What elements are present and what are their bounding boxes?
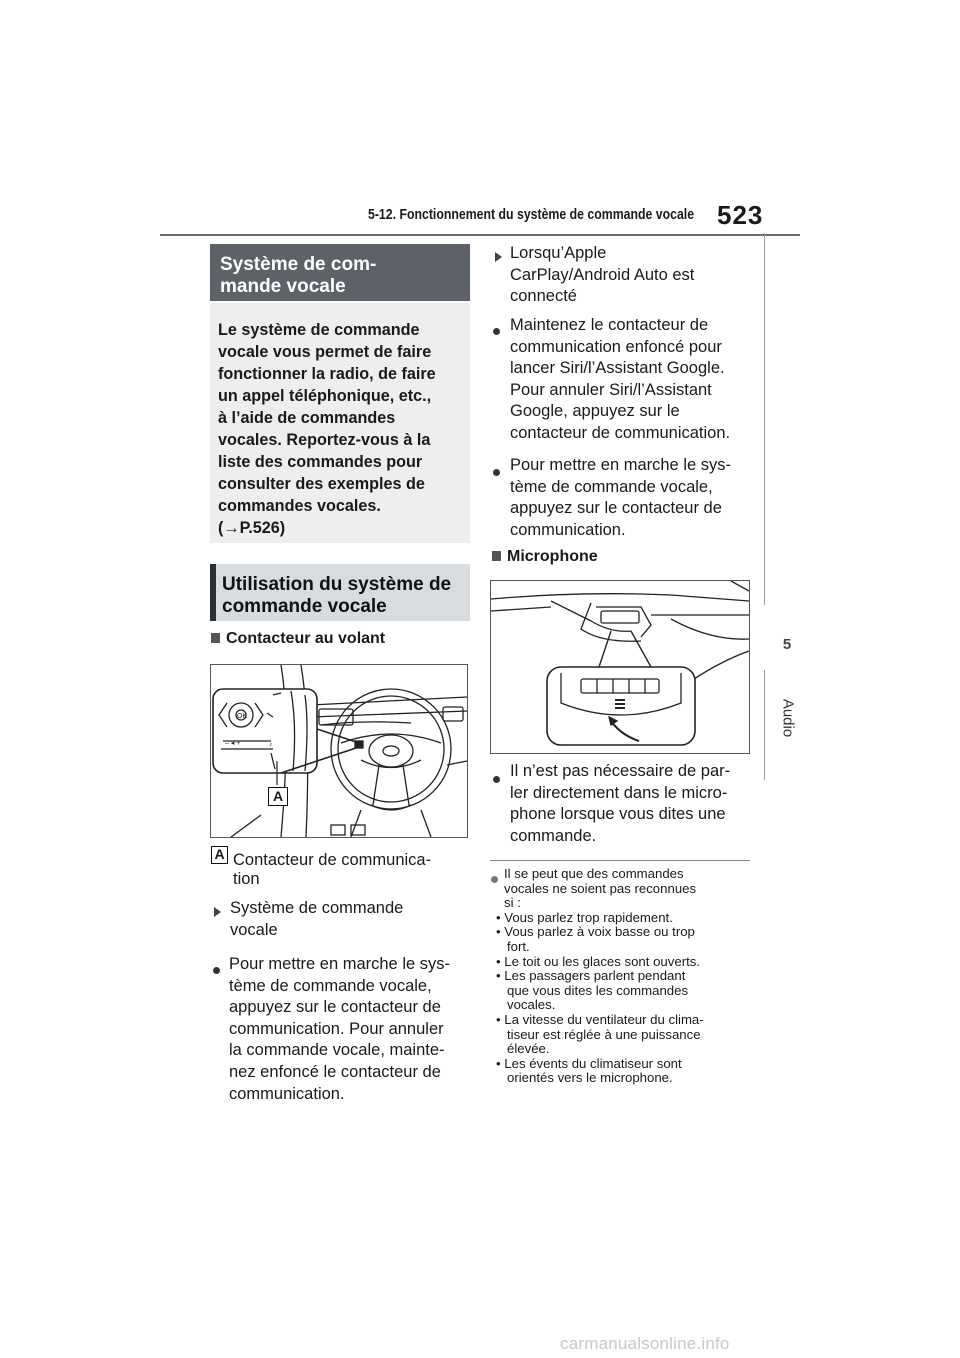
section-heading-line: mande vocale — [220, 276, 346, 297]
arrow-item-carplay — [510, 243, 694, 308]
section-heading-line: commande vocale — [222, 596, 387, 617]
microphone-illustration — [490, 580, 750, 754]
bullet-start-voice-carplay — [510, 455, 731, 541]
bullet-microphone-note — [510, 761, 730, 847]
legend-line: tion — [233, 870, 260, 888]
intro-line: vocales. Reportez-vous à la — [218, 431, 431, 449]
arrow-item-line: connecté — [510, 287, 577, 306]
note-item-text: Vous parlez trop rapidement. — [504, 909, 673, 925]
note-block — [496, 866, 756, 1086]
note-item-bullet-icon: • — [496, 1055, 505, 1071]
bullet-start-voice — [229, 954, 450, 1105]
intro-line: Le système de commande — [218, 321, 420, 339]
bullet-line: ler directement dans le micro- — [510, 783, 728, 802]
note-item-line — [496, 955, 748, 970]
note-item-text: Les évents du climatiseur sont — [504, 1055, 682, 1071]
round-bullet-icon — [493, 463, 500, 481]
arrow-bullet-icon — [495, 249, 502, 267]
intro-line: fonctionner la radio, de faire — [218, 365, 436, 383]
note-item-line — [496, 1057, 748, 1072]
bullet-line: commande. — [510, 826, 597, 845]
note-item-line: tiseur est réglée à une puissance — [507, 1026, 701, 1042]
subhead-text: Microphone — [507, 548, 598, 565]
note-intro-line: Il se peut que des commandes — [504, 866, 684, 881]
note-item-line: vocales. — [507, 997, 556, 1013]
side-tab-line-bottom — [764, 670, 765, 780]
square-bullet-icon — [211, 633, 220, 643]
bullet-line: nez enfoncé le contacteur de — [229, 1062, 441, 1081]
round-bullet-icon — [213, 961, 220, 979]
bullet-siri-assistant — [510, 315, 730, 445]
microphone-drawing — [491, 581, 749, 753]
arrow-item-line: Système de commande — [230, 899, 404, 917]
note-item-line — [496, 969, 748, 984]
legend-text — [233, 850, 431, 872]
note-item-line — [496, 925, 748, 940]
arrow-item-line: Lorsqu’Apple — [510, 244, 607, 262]
bullet-line: Google, appuyez sur le — [510, 402, 680, 421]
note-item-bullet-icon: • — [496, 909, 505, 925]
section-heading-line: Utilisation du système de — [222, 574, 452, 595]
note-item-text: Les passagers parlent pendant — [504, 968, 686, 984]
intro-line: commandes vocales. — [218, 497, 381, 515]
intro-box — [210, 303, 470, 543]
note-item-text: La vitesse du ventilateur du clima- — [504, 1011, 704, 1027]
bullet-line: tème de commande vocale, — [510, 477, 713, 496]
arrow-item-line: CarPlay/Android Auto est — [510, 265, 695, 284]
section-heading-line: Système de com- — [220, 254, 377, 275]
note-item-line: élevée. — [507, 1041, 550, 1057]
intro-line: vocale vous permet de faire — [218, 343, 432, 361]
svg-text:– ◂ +: – ◂ + — [225, 740, 241, 747]
watermark: carmanualsonline.info — [560, 1334, 730, 1353]
bullet-line: Maintenez le contacteur de — [510, 316, 709, 334]
subhead-text: Contacteur au volant — [226, 630, 386, 647]
note-intro-line: vocales ne soient pas reconnues — [504, 880, 697, 896]
note-dot-icon — [491, 870, 498, 888]
note-item-line: fort. — [507, 938, 530, 954]
note-item-bullet-icon: • — [496, 968, 505, 984]
legend-line: Contacteur de communica- — [233, 851, 432, 869]
bullet-line: communication enfoncé pour — [510, 337, 722, 356]
intro-line: (→P.526) — [218, 519, 286, 537]
steering-wheel-drawing — [211, 665, 467, 837]
side-tab-line-top — [764, 233, 765, 605]
intro-line: à l’aide de commandes — [218, 409, 396, 427]
bullet-line: tème de commande vocale, — [229, 976, 432, 995]
bullet-line: phone lorsque vous dites une — [510, 805, 726, 824]
note-intro-line: si : — [504, 895, 521, 911]
intro-line: consulter des exemples de — [218, 475, 425, 493]
bullet-line: communication. — [229, 1084, 345, 1103]
header-rule — [160, 234, 800, 236]
bullet-line: communication. Pour annuler — [229, 1019, 444, 1038]
subhead-microphone — [492, 548, 598, 566]
heading-bar — [210, 564, 216, 621]
square-bullet-icon — [492, 551, 501, 561]
bullet-line: Il n’est pas nécessaire de par- — [510, 762, 731, 780]
intro-line: un appel téléphonique, etc., — [218, 387, 432, 405]
note-item-bullet-icon: • — [496, 924, 505, 940]
note-item-line: orientés vers le microphone. — [507, 1070, 673, 1086]
svg-text:OK: OK — [237, 713, 248, 720]
bullet-line: la commande vocale, mainte- — [229, 1041, 445, 1060]
subhead-steering-switch — [211, 630, 385, 648]
bullet-line: lancer Siri/l’Assistant Google. — [510, 359, 725, 378]
running-header-title: 5-12. Fonctionnement du système de commande vocale — [368, 206, 695, 223]
svg-text:♪: ♪ — [269, 741, 273, 748]
section-heading-usage — [210, 564, 470, 621]
note-divider — [490, 860, 750, 861]
bullet-line: contacteur de communication. — [510, 423, 731, 442]
page-number: 523 — [717, 200, 764, 230]
intro-text — [218, 319, 466, 539]
bullet-line: Pour annuler Siri/l’Assistant — [510, 380, 712, 399]
arrow-item-voice-system — [230, 898, 403, 941]
bullet-line: Pour mettre en marche le sys- — [229, 955, 450, 973]
round-bullet-icon — [493, 322, 500, 340]
note-item-line: que vous dites les commandes — [507, 982, 689, 998]
bullet-line: appuyez sur le contacteur de — [510, 499, 722, 518]
intro-line: liste des commandes pour — [218, 453, 423, 471]
steering-wheel-illustration — [210, 664, 468, 838]
note-item-text: Vous parlez à voix basse ou trop — [504, 924, 695, 940]
note-item-bullet-icon: • — [496, 1011, 505, 1027]
bullet-line: communication. — [510, 520, 626, 539]
chapter-label: Audio — [779, 698, 797, 738]
legend-badge-a: A — [211, 846, 228, 864]
note-item-line — [496, 1013, 748, 1028]
arrow-bullet-icon — [214, 904, 221, 922]
bullet-line: Pour mettre en marche le sys- — [510, 456, 731, 474]
note-item-text: Le toit ou les glaces sont ouverts. — [504, 953, 701, 969]
legend-text-cont — [233, 869, 260, 891]
note-item-line — [496, 911, 748, 926]
note-item-bullet-icon: • — [496, 953, 505, 969]
arrow-item-line: vocale — [230, 920, 278, 939]
callout-label-a: A — [268, 787, 288, 806]
chapter-number: 5 — [782, 636, 792, 653]
round-bullet-icon — [493, 770, 500, 788]
bullet-line: appuyez sur le contacteur de — [229, 998, 441, 1017]
section-heading-voice-system — [210, 244, 470, 301]
